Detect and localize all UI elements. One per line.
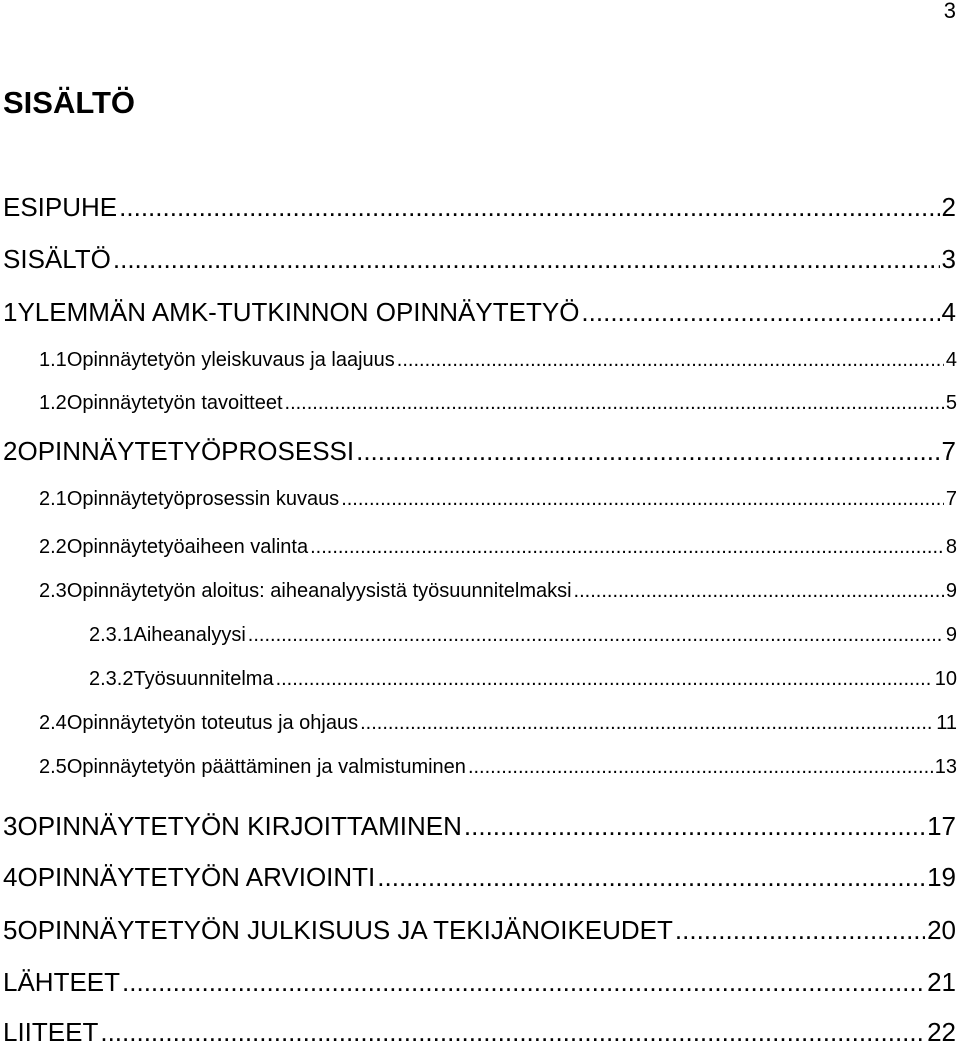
toc-entry-number: 2: [3, 436, 18, 466]
toc-entry-title: Opinnäytetyön tavoitteet: [66, 392, 283, 414]
toc-entry-page: 9: [945, 580, 957, 602]
toc-entry-number: 1.2: [39, 392, 67, 414]
toc-dot-leader: [360, 708, 934, 738]
toc-entry[interactable]: [39, 388, 957, 418]
toc-dot-leader: [356, 432, 939, 470]
toc-entry[interactable]: [39, 576, 957, 606]
toc-dot-leader: [581, 293, 939, 331]
toc-entry-title: Opinnäytetyön yleiskuvaus ja laajuus: [66, 349, 395, 371]
toc-dot-leader: [574, 576, 944, 606]
toc-entry-number: 2.2: [39, 536, 67, 558]
toc-entry-title: SISÄLTÖ: [3, 244, 111, 274]
toc-entry-title: Aiheanalyysi: [133, 624, 246, 646]
toc-dot-leader: [341, 484, 944, 514]
toc-entry-page: 17: [927, 811, 956, 841]
toc-entry-number: 2.4: [39, 712, 67, 734]
toc-dot-leader: [675, 911, 925, 949]
toc-entry-title: Opinnäytetyöprosessin kuvaus: [66, 488, 340, 510]
toc-entry-number: 4: [3, 862, 18, 892]
toc-entry-page: 22: [927, 1017, 956, 1047]
toc-entry[interactable]: [3, 807, 956, 845]
toc-entry-page: 7: [945, 488, 957, 510]
toc-entry-title: LIITEET: [3, 1017, 99, 1047]
toc-entry-title: Opinnäytetyöaiheen valinta: [66, 536, 309, 558]
toc-entry-page: 13: [934, 756, 957, 778]
toc-entry[interactable]: [3, 858, 956, 896]
toc-entry-title: LÄHTEET: [3, 967, 121, 997]
toc-dot-leader: [377, 858, 925, 896]
toc-entry-page: 11: [936, 712, 957, 734]
toc-entry[interactable]: [3, 1013, 956, 1051]
toc-entry-title: OPINNÄYTETYÖPROSESSI: [17, 436, 355, 466]
toc-entry-number: 2.5: [39, 756, 67, 778]
toc-entry-title: Opinnäytetyön aloitus: aiheanalyysistä työsuunnitelmaksi: [66, 580, 572, 602]
toc-entry[interactable]: [39, 345, 957, 375]
toc-dot-leader: [468, 752, 933, 782]
toc-entry-number: 1.1: [39, 349, 67, 371]
toc-dot-leader: [310, 532, 944, 562]
toc-entry[interactable]: [39, 484, 957, 514]
toc-entry-number: 5: [3, 915, 18, 945]
toc-entry-number: 1: [3, 297, 18, 327]
toc-entry-page: 4: [941, 297, 956, 327]
toc-entry[interactable]: [39, 752, 957, 782]
toc-entry-page: 8: [945, 536, 957, 558]
toc-entry[interactable]: [3, 911, 956, 949]
toc-entry[interactable]: [3, 293, 956, 331]
toc-entry-number: 2.1: [39, 488, 67, 510]
toc-entry-page: 4: [945, 349, 957, 371]
toc-entry[interactable]: [3, 240, 956, 278]
toc-dot-leader: [248, 620, 944, 650]
toc-entry[interactable]: [89, 664, 957, 694]
toc-entry-number: 2.3: [39, 580, 67, 602]
page-number: 3: [943, 0, 956, 23]
toc-entry-title: Opinnäytetyön päättäminen ja valmistuminen: [66, 756, 466, 778]
toc-entry-title: OPINNÄYTETYÖN ARVIOINTI: [17, 862, 376, 892]
toc-entry[interactable]: [39, 708, 957, 738]
toc-entry-page: 10: [934, 668, 957, 690]
toc-dot-leader: [285, 388, 944, 418]
toc-entry-title: OPINNÄYTETYÖN JULKISUUS JA TEKIJÄNOIKEUDET: [17, 915, 673, 945]
toc-entry-title: Opinnäytetyön toteutus ja ohjaus: [66, 712, 359, 734]
toc-entry[interactable]: [3, 963, 956, 1001]
toc-entry-page: 3: [941, 244, 956, 274]
toc-entry-page: 5: [945, 392, 957, 414]
toc-entry-title: Työsuunnitelma: [133, 668, 274, 690]
toc-dot-leader: [276, 664, 933, 694]
toc-entry-title: OPINNÄYTETYÖN KIRJOITTAMINEN: [17, 811, 462, 841]
toc-dot-leader: [397, 345, 944, 375]
toc-dot-leader: [119, 188, 939, 226]
toc-entry-page: 9: [945, 624, 957, 646]
toc-dot-leader: [113, 240, 940, 278]
toc-entry-number: 2.3.1: [89, 624, 134, 646]
toc-entry-page: 7: [941, 436, 956, 466]
toc-entry-number: 3: [3, 811, 18, 841]
toc-entry-page: 21: [927, 967, 956, 997]
toc-entry[interactable]: [3, 432, 956, 470]
toc-dot-leader: [122, 963, 925, 1001]
toc-entry-page: 20: [927, 915, 956, 945]
toc-entry[interactable]: [3, 188, 956, 226]
toc-entry[interactable]: [89, 620, 957, 650]
toc-dot-leader: [464, 807, 925, 845]
toc-entry-page: 19: [927, 862, 956, 892]
toc-entry[interactable]: [39, 532, 957, 562]
toc-entry-title: YLEMMÄN AMK-TUTKINNON OPINNÄYTETYÖ: [17, 297, 580, 327]
page-title: SISÄLTÖ: [3, 85, 136, 120]
toc-entry-number: 2.3.2: [89, 668, 134, 690]
toc-entry-title: ESIPUHE: [3, 192, 118, 222]
toc-dot-leader: [100, 1013, 925, 1051]
toc-entry-page: 2: [941, 192, 956, 222]
